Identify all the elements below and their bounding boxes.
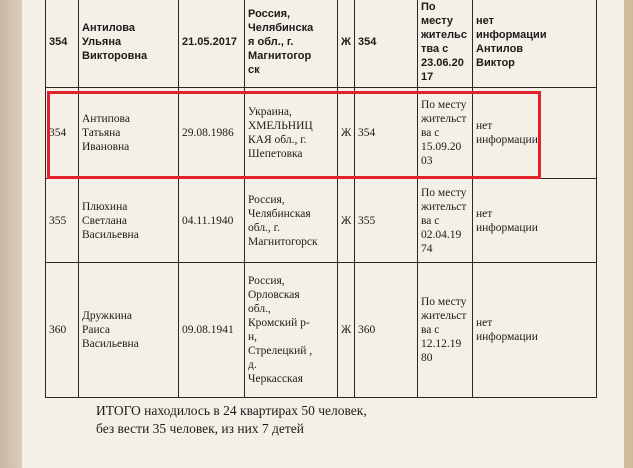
table-row: [46, 0, 597, 88]
person-name: Дружкина Раиса Васильевна: [79, 263, 179, 398]
birth-date: 21.05.2017: [179, 0, 245, 88]
info: нет информации: [473, 263, 597, 398]
highlight-box: [47, 91, 541, 179]
birth-place: Россия, Орловская обл., Кромский р- н, Стрелецкий , д. Черкасская: [245, 263, 338, 398]
sex: Ж: [338, 179, 355, 263]
sex: Ж: [338, 88, 355, 179]
person-name: Антилова Ульяна Викторовна: [79, 0, 179, 88]
record-number: 360: [46, 263, 79, 398]
registration: По месту жительст ва с 02.04.19 74: [418, 179, 473, 263]
birth-date: 29.08.1986: [179, 88, 245, 179]
table-row: [46, 263, 597, 398]
record-number: 354: [46, 0, 79, 88]
registration: По месту жительст ва с 15.09.20 03: [418, 88, 473, 179]
info: нет информации: [473, 88, 597, 179]
sex: Ж: [338, 0, 355, 88]
registration: По месту жительст ва с 12.12.19 80: [418, 263, 473, 398]
total-summary: ИТОГО находилось в 24 квартирах 50 человек, без вести 35 человек, из них 7 детей: [96, 403, 367, 436]
birth-place: Россия, Челябинска я обл., г. Магнитогор ск: [245, 0, 338, 88]
person-name: Плюхина Светлана Васильевна: [79, 179, 179, 263]
registration: По месту жительс тва с 23.06.20 17: [418, 0, 473, 88]
birth-date: 04.11.1940: [179, 179, 245, 263]
table-row: [46, 179, 597, 263]
info: нет информации Антилов Виктор: [473, 0, 597, 88]
sex: Ж: [338, 263, 355, 398]
apartment-number: 354: [355, 88, 418, 179]
record-number: 354: [46, 88, 79, 179]
record-number: 355: [46, 179, 79, 263]
person-name: Антипова Татьяна Ивановна: [79, 88, 179, 179]
birth-place: Россия, Челябинская обл., г. Магнитогорск: [245, 179, 338, 263]
apartment-number: 354: [355, 0, 418, 88]
birth-date: 09.08.1941: [179, 263, 245, 398]
apartment-number: 355: [355, 179, 418, 263]
apartment-number: 360: [355, 263, 418, 398]
info: нет информации: [473, 179, 597, 263]
residents-table: [45, 0, 597, 398]
birth-place: Украина, ХМЕЛЬНИЦ КАЯ обл., г. Шепетовка: [245, 88, 338, 179]
